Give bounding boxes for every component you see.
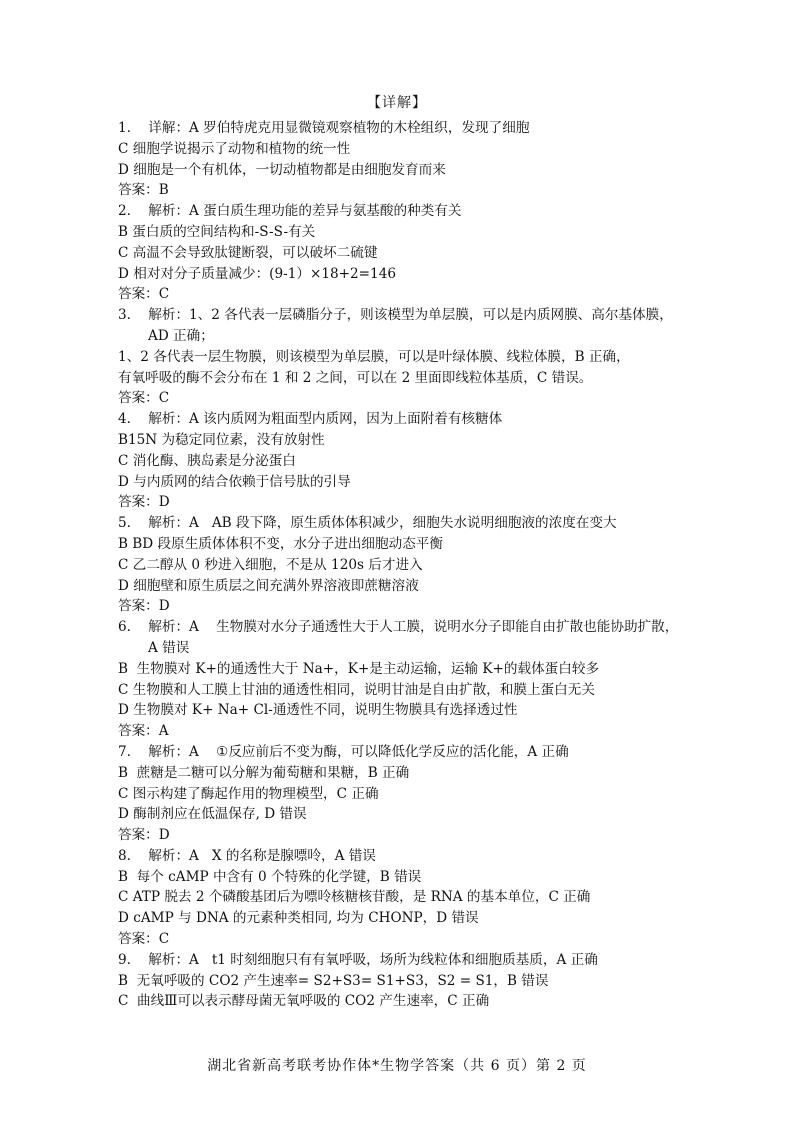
answer-line: B 蔗糖是二糖可以分解为葡萄糖和果糖，B 正确 [118,764,410,781]
answer-line: C 曲线Ⅲ可以表示酵母菌无氧呼吸的 CO2 产生速率，C 正确 [118,993,490,1010]
answer-line: 答案：C [118,931,170,948]
answer-line: D 细胞壁和原生质层之间充满外界溶液即蔗糖溶液 [118,577,419,594]
answer-line: 1、2 各代表一层生物膜，则该模型为单层膜，可以是叶绿体膜、线粒体膜，B 正确， [118,348,630,365]
answer-line: B 生物膜对 K+的通透性大于 Na+，K+是主动运输，运输 K+的载体蛋白较多 [118,660,600,677]
answer-line: C 高温不会导致肽键断裂，可以破坏二硫键 [118,244,378,261]
answer-line: C 生物膜和人工膜上甘油的通透性相同，说明甘油是自由扩散，和膜上蛋白无关 [118,681,595,698]
answer-line: B 蛋白质的空间结构和-S-S-有关 [118,223,316,240]
answer-line: D 与内质网的结合依赖于信号肽的引导 [118,473,351,490]
answer-line: 答案：B [118,182,169,199]
answer-line: C 细胞学说揭示了动物和植物的统一性 [118,140,351,157]
answer-line: C 图示构建了酶起作用的物理模型，C 正确 [118,785,379,802]
answer-line: 答案：C [118,390,170,407]
answer-line: A 错误 [148,639,190,656]
answer-line: D 细胞是一个有机体，一切动植物都是由细胞发育而来 [118,161,446,178]
answer-line: 1. 详解：A 罗伯特虎克用显微镜观察植物的木栓组织，发现了细胞 [118,120,530,136]
answer-line: D 酶制剂应在低温保存, D 错误 [118,806,307,823]
answer-line: C 乙二醇从 0 秒进入细胞，不是从 120s 后才进入 [118,556,423,573]
answer-line: D 生物膜对 K+ Na+ Cl-通透性不同，说明生物膜具有选择透过性 [118,702,518,719]
section-heading: 【详解】 [367,95,427,111]
answer-line: D 相对对分子质量减少：(9-1）×18+2=146 [118,265,397,282]
answer-line: C 消化酶、胰岛素是分泌蛋白 [118,452,296,469]
answer-line: 4. 解析：A 该内质网为粗面型内质网，因为上面附着有核糖体 [118,411,503,428]
answer-line: B BD 段原生质体体积不变，水分子进出细胞动态平衡 [118,535,443,552]
answer-line: D cAMP 与 DNA 的元素种类相同, 均为 CHONP，D 错误 [118,910,479,927]
answer-line: 答案：D [118,827,170,844]
answer-line: C ATP 脱去 2 个磷酸基团后为嘌呤核糖核苷酸，是 RNA 的基本单位，C 正确 [118,889,591,906]
answer-line: 答案：D [118,494,170,511]
answer-line: B15N 为稳定同位素，没有放射性 [118,431,325,448]
answer-content [118,118,758,1012]
answer-line: 有氧呼吸的酶不会分布在 1 和 2 之间，可以在 2 里面即线粒体基质，C 错误。 [118,369,593,386]
answer-line: 6. 解析：A 生物膜对水分子通透性大于人工膜，说明水分子即能自由扩散也能协助扩散， [118,619,679,636]
answer-line: 5. 解析：A AB 段下降，原生质体体积减少，细胞失水说明细胞液的浓度在变大 [118,515,617,532]
answer-line: 9. 解析：A t1 时刻细胞只有有氧呼吸，场所为线粒体和细胞质基质，A 正确 [118,951,598,968]
answer-line: AD 正确； [148,327,214,344]
answer-line: 3. 解析：1、2 各代表一层磷脂分子，则该模型为单层膜，可以是内质网膜、高尔基体膜， [118,307,673,324]
answer-line: 2. 解析：A 蛋白质生理功能的差异与氨基酸的种类有关 [118,203,462,220]
answer-line: 答案：A [118,723,169,740]
answer-line: 答案：D [118,598,170,615]
page-footer: 湖北省新高考联考协作体*生物学答案（共 6 页）第 2 页 [207,1058,587,1074]
answer-line: B 每个 cAMP 中含有 0 个特殊的化学键，B 错误 [118,868,422,885]
answer-line: 答案：C [118,286,170,303]
answer-line: B 无氧呼吸的 CO2 产生速率= S2+S3= S1+S3，S2 = S1，B 错误 [118,972,549,989]
answer-line: 8. 解析：A X 的名称是腺嘌呤，A 错误 [118,847,376,864]
answer-line: 7. 解析：A ①反应前后不变为酶，可以降低化学反应的活化能，A 正确 [118,743,569,760]
